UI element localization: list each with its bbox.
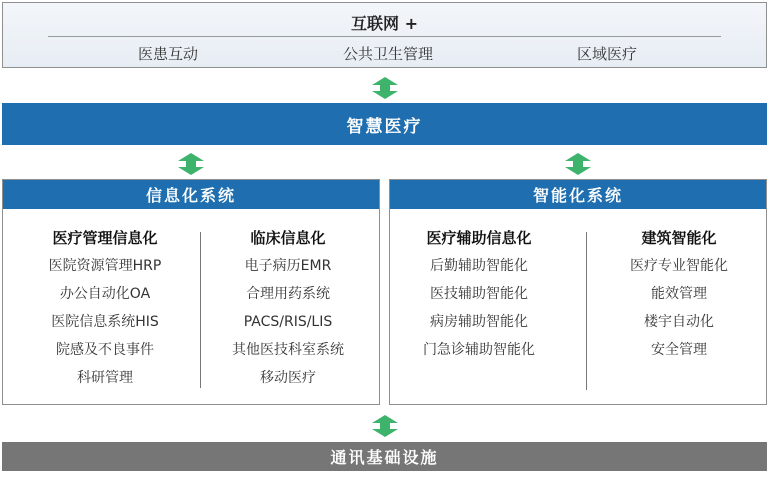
list-item: 医技辅助智能化 xyxy=(430,286,528,302)
column-divider xyxy=(586,232,587,390)
informatization-panel xyxy=(2,179,380,405)
list-item: 移动医疗 xyxy=(260,370,316,386)
internet-plus-item-regional-medical: 区域医疗 xyxy=(576,45,638,63)
clinical-column xyxy=(198,224,378,392)
list-item: 医疗专业智能化 xyxy=(630,258,728,274)
column-title: 医疗管理信息化 xyxy=(52,229,158,247)
medical-assist-column xyxy=(389,224,569,364)
internet-plus-title: 互联网 + xyxy=(351,14,418,33)
list-item: PACS/RIS/LIS xyxy=(243,314,333,330)
list-item: 病房辅助智能化 xyxy=(430,314,528,330)
list-item: 其他医技科室系统 xyxy=(232,342,344,358)
list-item: 后勤辅助智能化 xyxy=(430,258,528,274)
column-title: 医疗辅助信息化 xyxy=(426,229,532,247)
internet-plus-divider xyxy=(48,36,721,37)
list-item: 合理用药系统 xyxy=(246,286,330,302)
internet-plus-item-public-health: 公共卫生管理 xyxy=(342,45,434,63)
list-item: 院感及不良事件 xyxy=(56,342,154,358)
double-arrow-icon xyxy=(370,77,400,99)
double-arrow-icon xyxy=(563,153,593,175)
informatization-header: 信息化系统 xyxy=(3,180,379,209)
list-item: 能效管理 xyxy=(651,286,707,302)
internet-plus-item-doctor-patient: 医患互动 xyxy=(137,45,199,63)
internet-plus-panel xyxy=(2,2,767,68)
list-item: 安全管理 xyxy=(651,342,707,358)
list-item: 门急诊辅助智能化 xyxy=(423,342,535,358)
list-item: 医院资源管理HRP xyxy=(48,258,162,274)
list-item: 办公自动化OA xyxy=(59,286,151,302)
building-intelligence-column xyxy=(589,224,769,364)
list-item: 医院信息系统HIS xyxy=(51,314,159,330)
column-title: 建筑智能化 xyxy=(641,229,717,247)
list-item: 科研管理 xyxy=(77,370,133,386)
list-item: 电子病历EMR xyxy=(244,258,332,274)
double-arrow-icon xyxy=(370,415,400,437)
intelligent-header: 智能化系统 xyxy=(390,180,766,209)
medical-management-column xyxy=(15,224,195,392)
intelligent-panel xyxy=(389,179,767,405)
double-arrow-icon xyxy=(176,153,206,175)
list-item: 楼宇自动化 xyxy=(644,314,714,330)
column-title: 临床信息化 xyxy=(250,229,326,247)
infrastructure-bar: 通讯基础设施 xyxy=(2,442,767,471)
smart-medical-bar: 智慧医疗 xyxy=(2,103,767,145)
